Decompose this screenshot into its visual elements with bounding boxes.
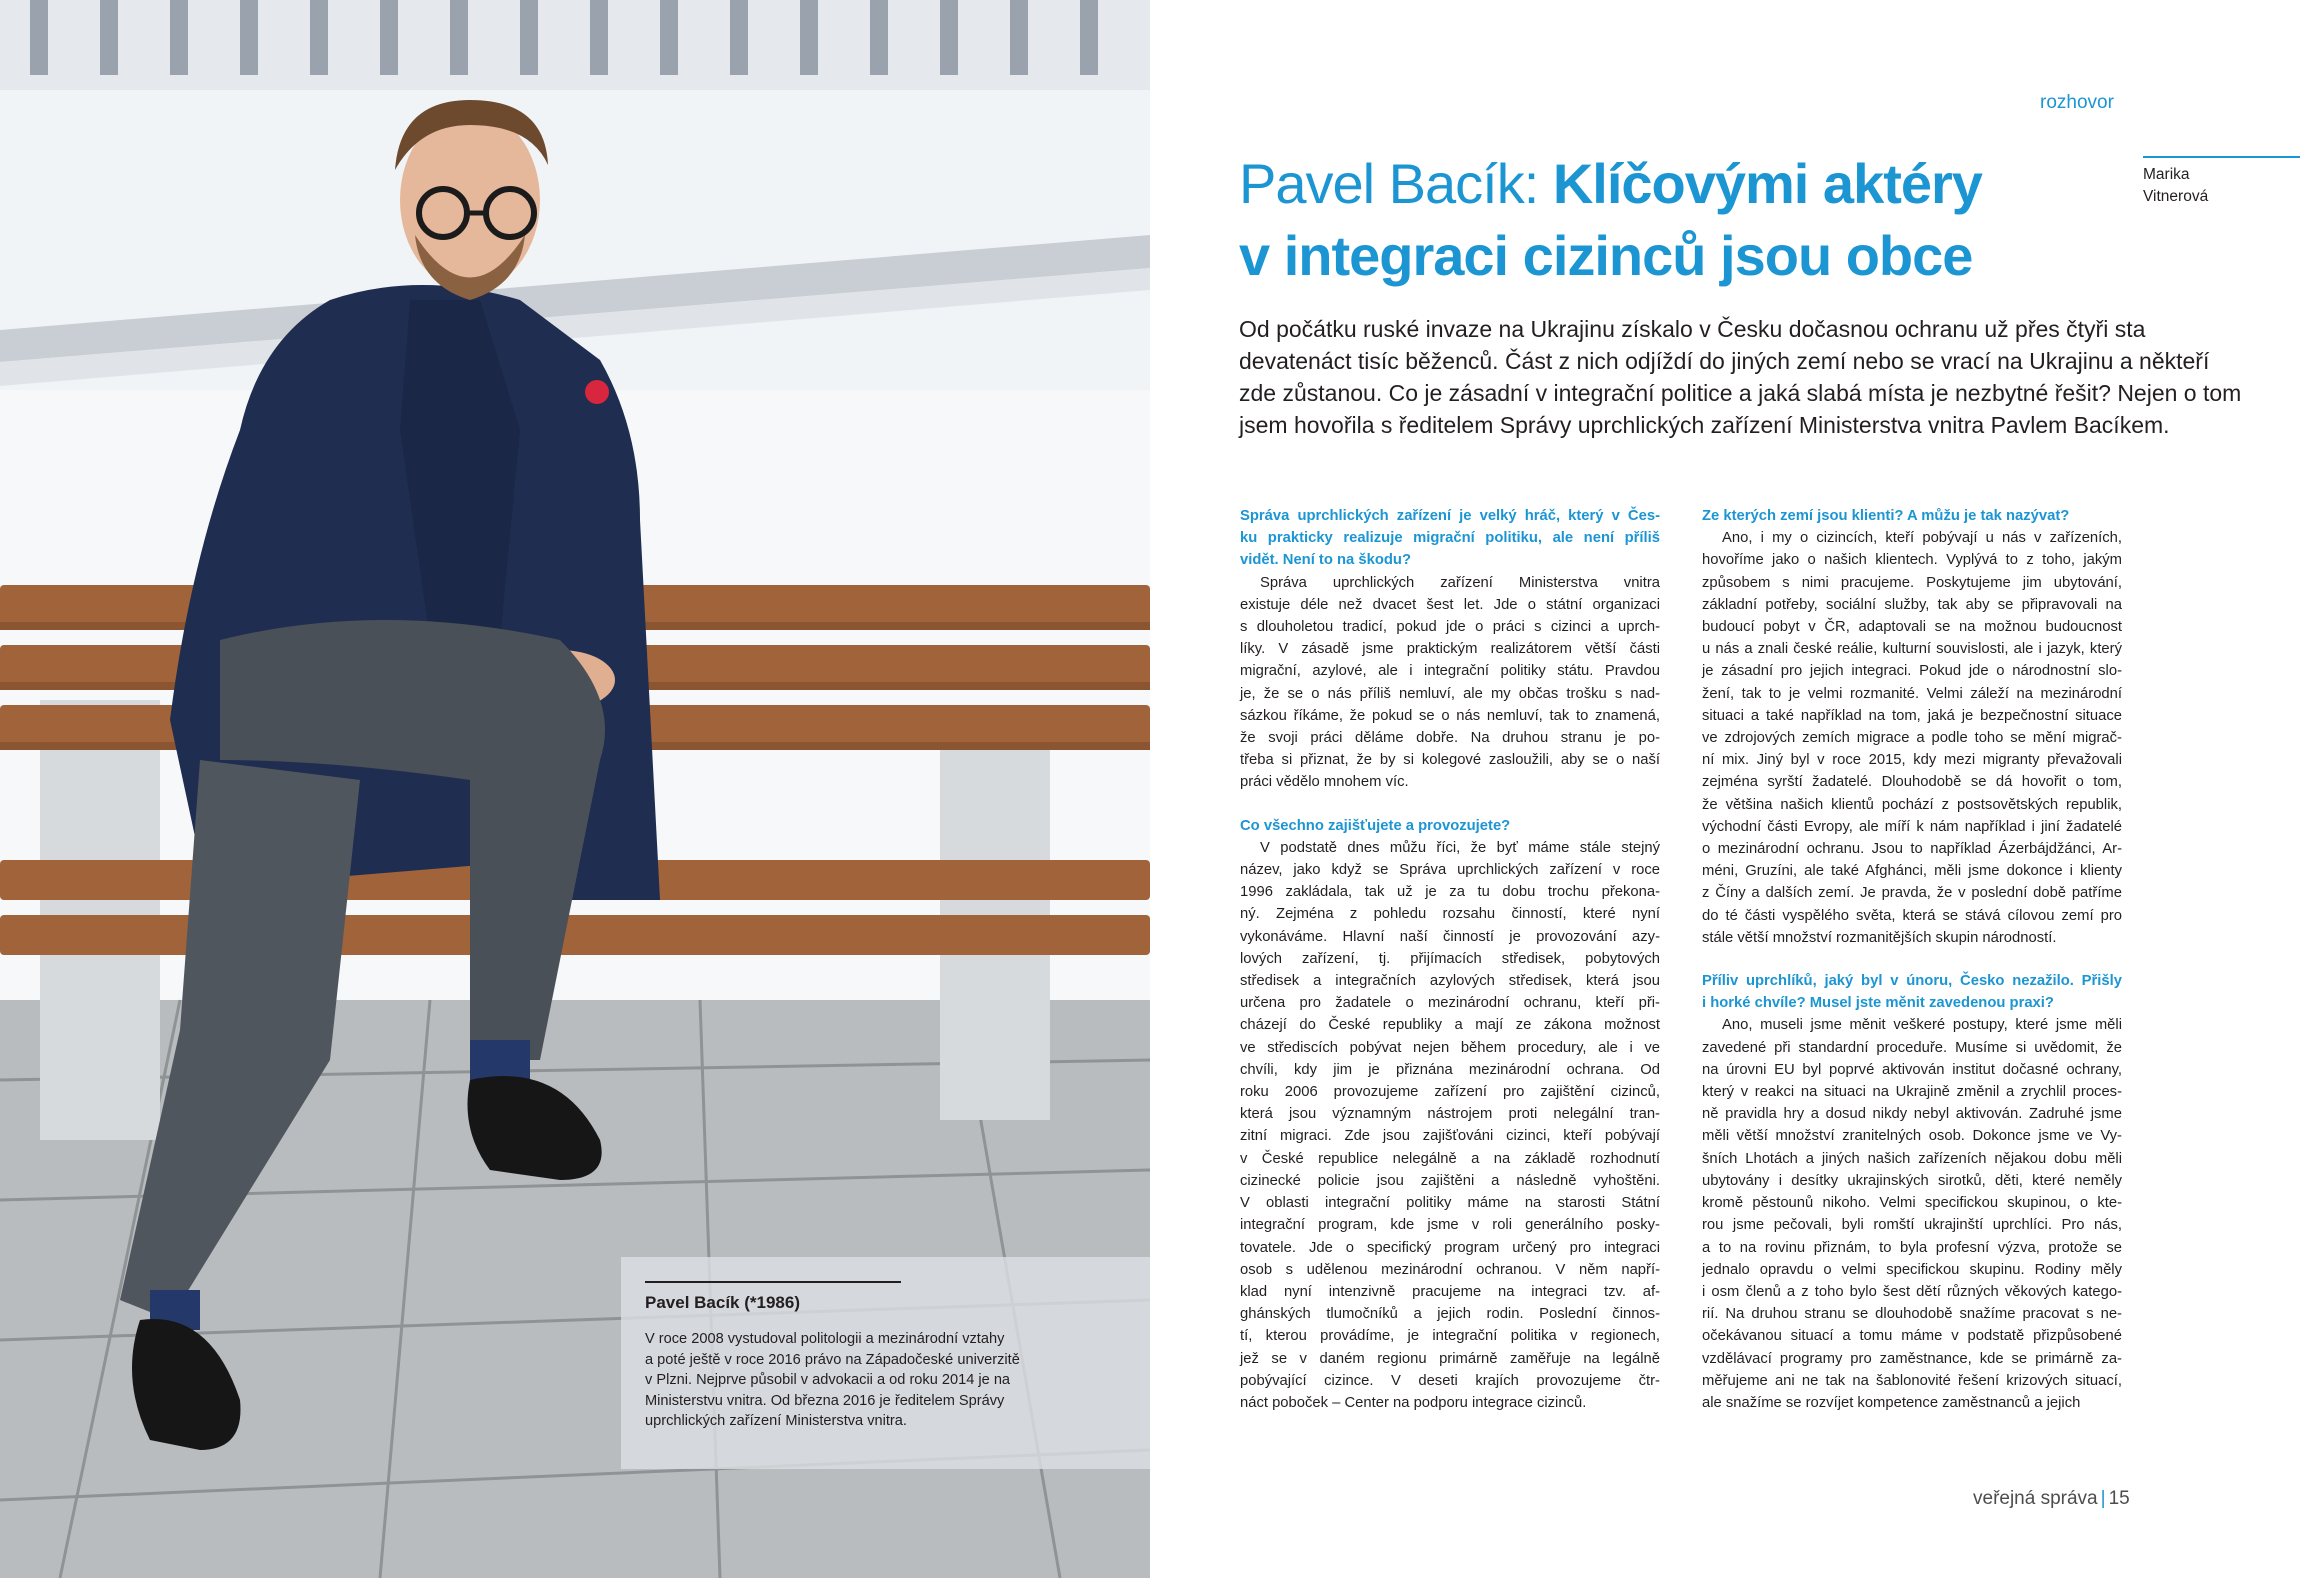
answer-line: který v reakci na situaci na Ukrajině změnil a zrychlil proces-	[1702, 1084, 2122, 1101]
answer-line: zejména syrští žadatelé. Dlouhodobě se dá hovořit o tom,	[1702, 774, 2122, 791]
answer-line: a to na rovinu přiznám, to byla profesní výzva, protože se	[1702, 1239, 2122, 1256]
article-lead	[1239, 313, 2242, 441]
answer-line: náct poboček – Center na podporu integrace cizinců.	[1240, 1394, 1587, 1411]
answer-line: tovatele. Jde o specifický program určený pro integraci	[1240, 1239, 1660, 1256]
answer-line: 1996 zakládala, tak už je za tu dobu trochu překona-	[1240, 884, 1660, 901]
answer-line: integrační program, kde jsme v roli generálního posky-	[1240, 1217, 1660, 1234]
answer-line: osob s udělenou mezinárodní ochranou. V něm napří-	[1240, 1261, 1660, 1278]
answer-line: měli větší množství zranitelných osob. Dokonce jsme ve Vy-	[1702, 1128, 2122, 1145]
answer-line: způsobem s nimi pracujeme. Poskytujeme jim ubytování,	[1702, 574, 2122, 591]
lead-line: devatenáct tisíc běženců. Část z nich odjíždí do jiných zemí nebo se vrací na Ukrajinu a někteří	[1239, 348, 2210, 374]
answer-line: název, jako když se Správa uprchlických zařízení v roce	[1240, 862, 1660, 879]
answer-line: je zásadní pro jejich integraci. Pokud jde o národnostní slo-	[1702, 663, 2122, 680]
question-line: vidět. Není to na škodu?	[1240, 552, 1412, 569]
author-first-name: Marika	[2143, 166, 2190, 183]
headline-line-1	[1239, 148, 2139, 220]
answer-line: chvíli, kdy jim je přiznána mezinárodní ochrana. Od	[1240, 1061, 1660, 1078]
answer-line: očekávanou situací a tomu máme v podstatě přizpůsobené	[1702, 1328, 2122, 1345]
answer-line: ghánských tlumočníků a jejich rodin. Poslední činnos-	[1240, 1306, 1660, 1323]
answer-line: práci vědělo mnohem víc.	[1240, 774, 1409, 791]
answer-line: hovoříme jako o našich klientech. Vyplývá to z toho, jakým	[1702, 552, 2122, 569]
answer-line: kromě pěstounů nikoho. Velmi specifickou skupinou, o kte-	[1702, 1195, 2122, 1212]
answer-line: do té části vyspělého světa, která se stává cílovou zemí pro	[1702, 907, 2122, 924]
answer-line: situaci a také například na tom, jaká je bezpečnostní situace	[1702, 707, 2122, 724]
answer-line: ve střediscích pobývat nejen během procedury, ale i ve	[1240, 1039, 1660, 1056]
headline-bold-1: Klíčovými aktéry	[1552, 152, 1982, 215]
answer-line: Ano, i my o cizincích, kteří pobývají u nás v zařízeních,	[1722, 530, 2122, 547]
author-rule	[2143, 156, 2300, 158]
question-line: ku prakticky realizuje migrační politiku, ale není příliš	[1240, 530, 1660, 547]
answer-line: východní části Evropy, ale míří k nám například i jiní žadatelé	[1702, 818, 2122, 835]
paragraph-gap	[1240, 794, 1660, 815]
answer-line: migrační, azylové, ale i integrační politiky státu. Pravdou	[1240, 663, 1660, 680]
publication-name: veřejná správa	[1973, 1488, 2098, 1509]
article-column-1	[1240, 505, 1660, 1414]
answer-line: třeba si přiznat, že by si kolegové zasloužili, aby se o naší	[1240, 752, 1660, 769]
answer-line: pobývající cizince. V deseti krajích provozujeme čtr-	[1240, 1372, 1660, 1389]
answer-line: určena pro žadatele o mezinárodní ochranu, kteří při-	[1240, 995, 1660, 1012]
section-tag: rozhovor	[2040, 92, 2114, 113]
caption-line: uprchlických zařízení Ministerstva vnitra.	[645, 1413, 907, 1429]
answer-line: v České republice nelegálně a na základě rozhodnutí	[1240, 1150, 1660, 1167]
answer-line: šních Lhotách a jiných našich zařízeních nějakou dobu měli	[1702, 1150, 2122, 1167]
answer-line: s dlouholetou tradicí, pokud jde o práci s cizinci a uprch-	[1240, 619, 1660, 636]
question-line: Ze kterých zemí jsou klienti? A můžu je tak nazývat?	[1702, 508, 2070, 524]
answer-line: cizinecké policie jsou zajištěni a následně vyhoštěni.	[1240, 1172, 1660, 1189]
answer-line: ný. Zejména z pohledu rozsahu činností, které nyní	[1240, 906, 1660, 923]
answer-line: ve zdrojových zemích migrace a podle toho se mění migrač-	[1702, 730, 2122, 747]
answer-line: základní potřeby, sociální služby, tak aby se připravovali na	[1702, 596, 2122, 613]
answer-line: sázkou říkáme, že pokud se o nás nemluví, tak to znamená,	[1240, 707, 1660, 724]
answer-line: roku 2006 provozujeme zařízení pro zajištění cizinců,	[1240, 1084, 1660, 1101]
answer-line: ně pravidla hry a dosud nikdy nebyl aktivován. Zadruhé jsme	[1702, 1106, 2122, 1123]
answer-line: středisek a integračních azylových středisek, která jsou	[1240, 973, 1660, 990]
caption-line: V roce 2008 vystudoval politologii a mezinárodní vztahy	[645, 1331, 1005, 1347]
question-line: Příliv uprchlíků, jaký byl v únoru, Česko nezažilo. Přišly	[1702, 973, 2122, 990]
answer-line: že většina našich klientů pochází z postsovětských republik,	[1702, 796, 2122, 813]
answer-line: která jsou významným nástrojem proti nelegální tran-	[1240, 1106, 1660, 1123]
answer-line: cházejí do České republiky a mají ze zákona možnost	[1240, 1017, 1660, 1034]
answer-line: u nás a znali české reálie, kulturní souvislosti, ale i jazyk, který	[1702, 641, 2122, 658]
headline-name: Pavel Bacík:	[1239, 152, 1553, 215]
page-number: 15	[2108, 1488, 2130, 1509]
caption-line: a poté ještě v roce 2016 právo na Západočeské univerzitě	[645, 1351, 1020, 1368]
answer-line: rií. Na druhou stranu se dlouhodobě snažíme pracovat s ne-	[1702, 1306, 2122, 1323]
answer-line: vykonáváme. Hlavní naší činností je provozování azy-	[1240, 928, 1660, 945]
answer-line: tí, kterou provádíme, je integrační politika v regionech,	[1240, 1328, 1660, 1345]
question-line: Správa uprchlických zařízení je velký hráč, který v Čes-	[1240, 508, 1660, 524]
answer-line: jednalo opravdu o velmi specifickou skupinu. Rodiny měly	[1702, 1261, 2122, 1278]
lead-line: Od počátku ruské invaze na Ukrajinu získalo v Česku dočasnou ochranu už přes čtyři sta	[1239, 316, 2146, 342]
caption-rule	[645, 1281, 901, 1283]
author-last-name: Vitnerová	[2143, 188, 2209, 205]
answer-line: lových zařízení, tj. přijímacích středisek, pobytových	[1240, 950, 1660, 967]
lead-line: zde zůstanou. Co je zásadní v integrační politice a jaká slabá místa je nezbytné řešit? Nejen o tom	[1239, 380, 2242, 406]
answer-line: V oblasti integrační politiky máme na starosti Státní	[1240, 1195, 1660, 1212]
author-byline	[2143, 164, 2208, 208]
answer-line: rou jsme pečovali, byli romští ukrajinští uprchlíci. Pro nás,	[1702, 1217, 2122, 1234]
answer-line: zavedené při standardní proceduře. Musíme si uvědomit, že	[1702, 1039, 2122, 1056]
answer-line: na úrovni EU byl poprvé aktivován institut dočasné ochrany,	[1702, 1061, 2122, 1078]
answer-line: klad nyní intenzivně pracujeme na integraci tzv. af-	[1240, 1283, 1660, 1300]
article-column-2	[1702, 505, 2122, 1414]
answer-line: ní mix. Jiný byl v roce 2015, kdy mezi migranty převažovali	[1702, 752, 2122, 769]
answer-line: i osm členů a z toho bylo šest dětí různých věkových katego-	[1702, 1283, 2122, 1300]
caption-title: Pavel Bacík (*1986)	[645, 1293, 800, 1312]
answer-line: V podstatě dnes můžu říci, že byť máme stále stejný	[1260, 839, 1660, 856]
answer-line: jež se v daném regionu primárně zaměřuje na legálně	[1240, 1350, 1660, 1367]
answer-line: žení, tak to je velmi rozmanité. Velmi záleží na mezinárodní	[1702, 685, 2122, 702]
answer-line: Správa uprchlických zařízení Ministerstva vnitra	[1260, 574, 1660, 591]
footer-separator: |	[2100, 1488, 2106, 1509]
photo-caption-box	[621, 1257, 1150, 1469]
answer-line: ale snažíme se rozvíjet kompetence zaměstnanců a jejich	[1702, 1394, 2081, 1411]
question-line: Co všechno zajišťujete a provozujete?	[1240, 817, 1511, 834]
answer-line: budoucí pobyt v ČR, adaptovali se na možnou budoucnost	[1702, 619, 2122, 636]
answer-line: líky. V zásadě jsme praktickým realizátorem větší části	[1240, 641, 1660, 658]
paragraph-gap	[1702, 949, 2122, 970]
answer-line: stále větší množství rozmanitějších skupin národností.	[1702, 929, 2057, 946]
caption-line: v Plzni. Nejprve působil v advokacii a od roku 2014 je na	[645, 1372, 1011, 1388]
answer-line: ubytovány i desítky ukrajinských sirotků, děti, které neměly	[1702, 1172, 2122, 1189]
headline-line-2: v integraci cizinců jsou obce	[1239, 224, 1973, 287]
answer-line: z Číny a dalších zemí. Je pravda, že v poslední době patříme	[1702, 885, 2122, 902]
answer-line: o mezinárodní ochranu. Jsou to například Ázerbájdžánci, Ar-	[1702, 841, 2122, 858]
answer-line: zitní migraci. Zde jsou zajišťováni cizinci, kteří pobývají	[1240, 1128, 1660, 1145]
answer-line: že svoji práci děláme dobře. Na druhou stranu je po-	[1240, 730, 1660, 747]
question-line: i horké chvíle? Musel jste měnit zavedenou praxi?	[1702, 995, 2054, 1012]
answer-line: je, že se o nás příliš nemluví, ale my občas trošku s nad-	[1240, 685, 1660, 702]
lead-line: jsem hovořila s ředitelem Správy uprchlických zařízení Ministerstva vnitra Pavlem Bacíkem.	[1239, 412, 2170, 438]
answer-line: vzdělávací programy pro zaměstnance, kde se primárně za-	[1702, 1350, 2122, 1367]
caption-line: Ministerstvu vnitra. Od března 2016 je ředitelem Správy	[645, 1392, 1005, 1409]
article-headline	[1239, 148, 2139, 292]
page-footer	[1973, 1488, 2130, 1510]
answer-line: měřujeme ani ne tak na šablonovité řešení krizových situací,	[1702, 1372, 2122, 1389]
answer-line: méni, Gruzíni, ale také Afghánci, měli jsme dokonce i klienty	[1702, 863, 2122, 880]
caption-text	[645, 1329, 1126, 1432]
answer-line: existuje déle než dvacet šest let. Jde o státní organizaci	[1240, 596, 1660, 613]
answer-line: Ano, museli jsme měnit veškeré postupy, které jsme měli	[1722, 1017, 2122, 1034]
